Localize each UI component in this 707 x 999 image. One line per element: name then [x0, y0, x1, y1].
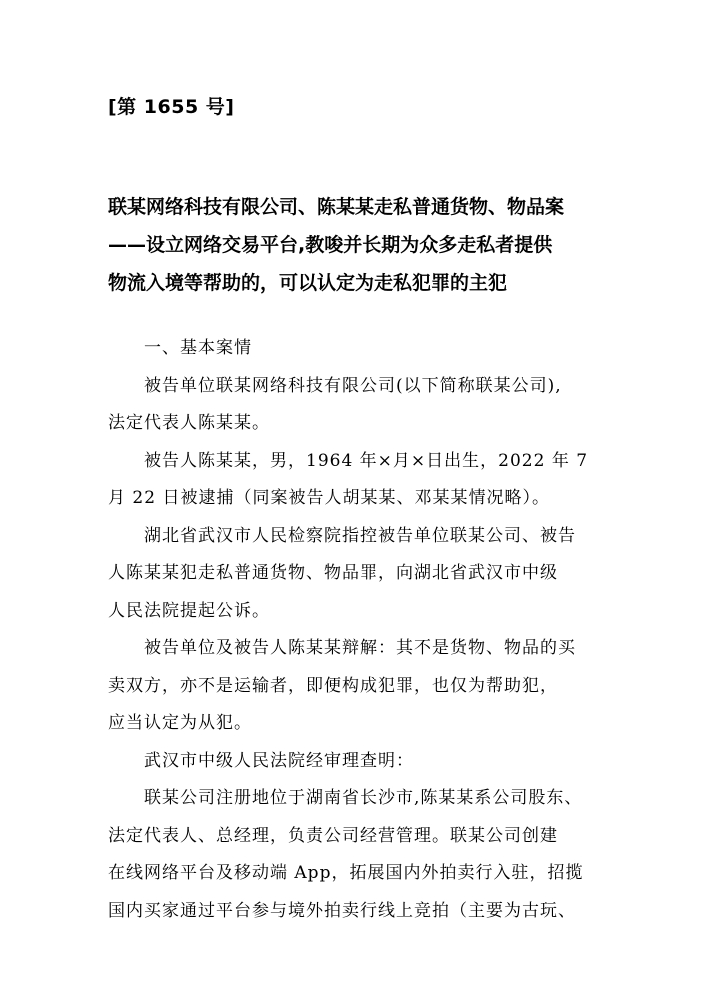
paragraph-line: 人民法院提起公诉。 — [108, 600, 270, 621]
paragraph-line: 法定代表人、总经理，负责公司经营管理。联某公司创建 — [108, 825, 558, 846]
paragraph-line: 卖双方，亦不是运输者，即便构成犯罪，也仅为帮助犯， — [108, 675, 558, 696]
paragraph-line: 在线网络平台及移动端 App，拓展国内外拍卖行入驻，招揽 — [108, 863, 584, 883]
paragraph-line: 人陈某某犯走私普通货物、物品罪，向湖北省武汉市中级 — [108, 563, 558, 583]
case-number: [第 1655 号] — [108, 96, 235, 118]
paragraph-line: 法定代表人陈某某。 — [108, 413, 270, 433]
title-line: 联某网络科技有限公司、陈某某走私普通货物、物品案 — [108, 196, 565, 218]
paragraph-line: 联某公司注册地位于湖南省长沙市,陈某某系公司股东、 — [144, 788, 583, 808]
section-heading: 一、基本案情 — [144, 338, 252, 358]
title-line: ——设立网络交易平台,教唆并长期为众多走私者提供 — [108, 234, 553, 256]
paragraph-line: 被告人陈某某，男，1964 年×月×日出生，2022 年 7 — [144, 450, 589, 471]
case-title — [108, 188, 608, 302]
paragraph-line: 应当认定为从犯。 — [108, 713, 252, 733]
paragraph-line: 湖北省武汉市人民检察院指控被告单位联某公司、被告 — [144, 525, 576, 546]
paragraph-line: 国内买家通过平台参与境外拍卖行线上竞拍（主要为古玩、 — [108, 900, 576, 921]
document-body — [108, 330, 608, 930]
paragraph-line: 被告单位及被告人陈某某辩解：其不是货物、物品的买 — [144, 638, 576, 658]
paragraph-line: 被告单位联某网络科技有限公司(以下简称联某公司), — [144, 375, 562, 396]
paragraph-line: 武汉市中级人民法院经审理查明： — [144, 750, 414, 771]
title-line: 物流入境等帮助的，可以认定为走私犯罪的主犯 — [108, 272, 508, 294]
paragraph-line: 月 22 日被逮捕（同案被告人胡某某、邓某某情况略）。 — [108, 488, 550, 508]
